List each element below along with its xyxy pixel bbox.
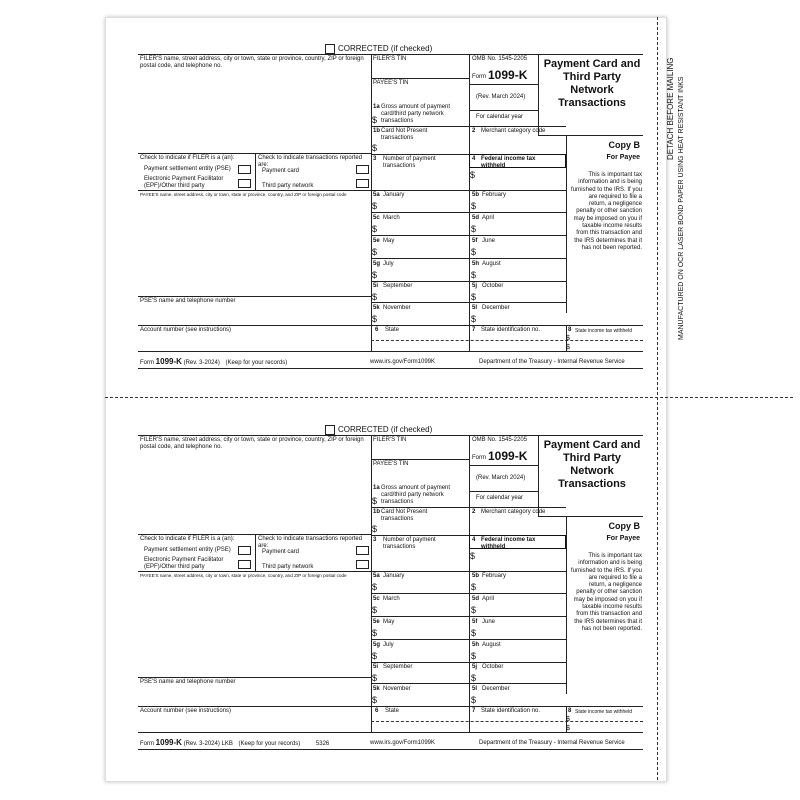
form-title: Payment Card and Third Party Network Transactions	[543, 58, 641, 109]
footer-keep: (Keep for your records)	[225, 360, 288, 366]
rule	[371, 639, 566, 640]
month-box-number: 5k	[373, 305, 380, 311]
payment-card-checkbox[interactable]	[356, 165, 369, 174]
pse-name-label: PSE'S name and telephone number	[140, 679, 236, 685]
month-box-label: July	[383, 261, 394, 267]
month-box-label: April	[482, 596, 495, 602]
rule	[371, 616, 566, 617]
month-box-label: September	[383, 283, 413, 289]
footer-form-word: Form	[140, 741, 154, 747]
month-box-dollar: $	[471, 651, 477, 661]
revision: (Rev. March 2024)	[476, 475, 526, 481]
rule	[469, 435, 470, 732]
box-1a-label: Gross amount of payment card/third party network transactions	[381, 485, 451, 505]
month-box-label: July	[383, 642, 394, 648]
box-1a-dollar: $	[372, 496, 378, 506]
box-7-num: 7	[472, 708, 476, 714]
check-trans-label: Check to indicate transactions reported are:	[258, 536, 363, 549]
month-box-number: 5i	[373, 283, 379, 289]
corrected-checkbox[interactable]	[325, 425, 335, 435]
month-box-dollar: $	[471, 292, 477, 302]
month-box-dollar: $	[471, 673, 477, 683]
notice-text: This is important tax information and is being furnished to the IRS. If you are required to file a return, a negligence penalty or other sanction may be imposed on you if taxable income results from this transaction and the IRS determines that it has not been reported.	[570, 172, 642, 251]
month-box-dollar: $	[372, 605, 378, 615]
box-1b-dollar: $	[372, 524, 378, 534]
form-1099k-copy	[138, 425, 643, 750]
check-trans-label: Check to indicate transactions reported are:	[258, 155, 363, 168]
month-box-dollar: $	[471, 201, 477, 211]
month-box-dollar: $	[372, 314, 378, 324]
payee-tin-label: PAYEE'S TIN	[373, 80, 409, 86]
box-1b-label: Card Not Present transactions	[381, 128, 428, 141]
month-box-number: 5a	[373, 192, 380, 198]
rule	[138, 368, 643, 369]
omb-number: OMB No. 1545-2205	[472, 56, 528, 62]
month-box-dollar: $	[471, 582, 477, 592]
footer-revision: (Rev. 3-2024)	[183, 360, 220, 366]
month-box-dollar: $	[372, 673, 378, 683]
month-box-dollar: $	[471, 247, 477, 257]
month-box-number: 5k	[373, 686, 380, 692]
payee-tin-label: PAYEE'S TIN	[373, 461, 409, 467]
box-2-label: Merchant category code	[481, 509, 546, 515]
box-3-label: Number of payment transactions	[383, 156, 436, 169]
month-box-label: November	[383, 305, 411, 311]
rule	[538, 54, 539, 135]
month-box-number: 5e	[373, 238, 380, 244]
box-3-label: Number of payment transactions	[383, 537, 436, 550]
rule	[138, 190, 371, 191]
copy-label: Copy B	[608, 521, 640, 531]
account-label: Account number (see instructions)	[140, 708, 232, 714]
footer-url: www.irs.gov/Form1099K	[370, 740, 436, 746]
box-1a-label: Gross amount of payment card/third party network transactions	[381, 104, 451, 124]
month-box-label: May	[383, 619, 395, 625]
box-1a-dollar: $	[372, 115, 378, 125]
month-box-label: January	[383, 573, 405, 579]
footer-revision: (Rev. 3-2024)	[183, 741, 220, 747]
rule	[138, 435, 643, 436]
form-number: 1099-K	[488, 449, 528, 463]
month-box-label: September	[383, 664, 413, 670]
month-box-number: 5c	[373, 596, 380, 602]
month-box-number: 5h	[472, 642, 480, 648]
copy-label: Copy B	[608, 140, 640, 150]
month-box-label: January	[383, 192, 405, 198]
rule	[138, 571, 371, 572]
epf-checkbox[interactable]	[238, 179, 251, 188]
check-filer-label: Check to indicate if FILER is a (an):	[140, 536, 235, 542]
month-box-label: June	[482, 619, 496, 625]
rule	[371, 683, 566, 684]
form-title: Payment Card and Third Party Network Transactions	[543, 439, 641, 490]
rule	[371, 126, 566, 127]
month-box-label: April	[482, 215, 495, 221]
rule	[371, 662, 566, 663]
box-6-num: 6	[375, 327, 379, 333]
footer-form-word: Form	[140, 360, 154, 366]
filer-tin-label: FILER'S TIN	[373, 437, 407, 443]
rule	[371, 78, 469, 79]
corrected-checkbox[interactable]	[325, 44, 335, 54]
month-box-number: 5d	[472, 215, 480, 221]
month-box-number: 5b	[472, 192, 480, 198]
rule	[566, 516, 567, 694]
third-party-checkbox[interactable]	[356, 179, 369, 188]
form-1099k-copy	[138, 44, 643, 369]
payment-card-label: Payment card	[262, 168, 300, 174]
month-box-label: March	[383, 596, 400, 602]
month-box-dollar: $	[372, 292, 378, 302]
box-8-dollar-1: $	[566, 716, 570, 723]
month-box-dollar: $	[471, 628, 477, 638]
rule	[371, 302, 566, 303]
rule	[469, 110, 538, 111]
form-number: 1099-K	[488, 68, 528, 82]
rule	[538, 516, 643, 517]
box-6-num: 6	[375, 708, 379, 714]
month-box-label: December	[482, 305, 510, 311]
month-box-number: 5j	[472, 283, 478, 289]
rule	[138, 749, 643, 750]
check-filer-label: Check to indicate if FILER is a (an):	[140, 155, 235, 161]
rule	[469, 84, 538, 85]
month-box-dollar: $	[471, 605, 477, 615]
footer-url: www.irs.gov/Form1099K	[370, 359, 436, 365]
notice-text: This is important tax information and is being furnished to the IRS. If you are required to file a return, a negligence penalty or other sanction may be imposed on you if taxable income results from this transaction and the IRS determines that it has not been reported.	[570, 553, 642, 632]
rule	[538, 135, 643, 136]
month-box-label: November	[383, 686, 411, 692]
account-label: Account number (see instructions)	[140, 327, 232, 333]
rule	[538, 435, 539, 516]
side-text-detach: DETACH BEFORE MAILING	[666, 57, 675, 160]
rule	[371, 325, 643, 326]
box-2-num: 2	[472, 128, 476, 134]
box-6-label: State	[385, 327, 400, 333]
month-box-label: August	[482, 261, 501, 267]
box-4-dollar: $	[470, 170, 476, 180]
state-dash	[371, 340, 643, 341]
rule	[469, 491, 538, 492]
box-4-dollar: $	[470, 551, 476, 561]
footer-stock: 5326	[315, 741, 330, 747]
epf-label: Electronic Payment Facilitator (EPF)/Other third party	[144, 557, 224, 570]
box-8-label: State income tax withheld	[575, 709, 632, 715]
calendar-year: For calendar year	[476, 495, 524, 501]
footer-form-number: 1099-K	[155, 357, 182, 366]
third-party-label: Third party network	[262, 564, 314, 570]
box-8-label: State income tax withheld	[575, 328, 632, 334]
box-4-num: 4	[472, 537, 476, 543]
rule	[566, 135, 567, 313]
month-box-number: 5j	[472, 664, 478, 670]
month-box-number: 5f	[472, 238, 478, 244]
calendar-year: For calendar year	[476, 114, 524, 120]
payment-card-label: Payment card	[262, 549, 300, 555]
epf-label: Electronic Payment Facilitator (EPF)/Other third party	[144, 176, 224, 189]
rule	[138, 54, 643, 55]
footer-form	[140, 358, 301, 367]
month-box-label: February	[482, 192, 507, 198]
payee-name-label: PAYEE'S name, street address, city or town, state or province, country, and ZIP or foreign postal code	[140, 573, 347, 578]
month-box-dollar: $	[372, 247, 378, 257]
rule	[371, 212, 566, 213]
third-party-checkbox[interactable]	[356, 560, 369, 569]
pse-name-label: PSE'S name and telephone number	[140, 298, 236, 304]
box-1b-label: Card Not Present transactions	[381, 509, 428, 522]
month-box-label: October	[482, 664, 504, 670]
month-box-label: August	[482, 642, 501, 648]
month-box-number: 5f	[472, 619, 478, 625]
detach-line-horizontal	[105, 397, 793, 398]
month-box-label: March	[383, 215, 400, 221]
month-box-label: May	[383, 238, 395, 244]
rule	[138, 677, 371, 678]
month-box-label: October	[482, 283, 504, 289]
rule	[469, 465, 538, 466]
filer-tin-label: FILER'S TIN	[373, 56, 407, 62]
box-3-num: 3	[373, 537, 377, 543]
month-box-number: 5e	[373, 619, 380, 625]
box-3-num: 3	[373, 156, 377, 162]
corrected-label: CORRECTED (if checked)	[338, 425, 433, 434]
pse-checkbox[interactable]	[238, 165, 251, 174]
rule	[255, 153, 256, 190]
footer-dept: Department of the Treasury - Internal Revenue Service	[479, 740, 625, 746]
third-party-label: Third party network	[262, 183, 314, 189]
pse-label: Payment settlement entity (PSE)	[144, 547, 231, 553]
box-1b-num: 1b	[373, 509, 381, 515]
box-2-label: Merchant category code	[481, 128, 546, 134]
state-dash	[371, 721, 643, 722]
form-word: Form	[472, 455, 486, 461]
footer-form-number: 1099-K	[155, 738, 182, 747]
box-8-dollar-2: $	[566, 725, 570, 732]
month-box-number: 5i	[373, 664, 379, 670]
box-2-num: 2	[472, 509, 476, 515]
month-box-dollar: $	[372, 201, 378, 211]
revision: (Rev. March 2024)	[476, 94, 526, 100]
footer-keep: (Keep for your records)	[238, 741, 301, 747]
rule	[371, 281, 566, 282]
month-box-label: June	[482, 238, 496, 244]
month-box-label: February	[482, 573, 507, 579]
detach-line-vertical	[657, 17, 658, 780]
rule	[371, 593, 566, 594]
month-box-dollar: $	[372, 224, 378, 234]
rule	[255, 534, 256, 571]
box-7-label: State identification no.	[481, 708, 541, 714]
rule	[371, 507, 566, 508]
box-6-label: State	[385, 708, 400, 714]
epf-checkbox[interactable]	[238, 560, 251, 569]
month-box-dollar: $	[372, 651, 378, 661]
box-8-dollar-2: $	[566, 344, 570, 351]
footer-form	[140, 739, 329, 748]
month-box-dollar: $	[471, 224, 477, 234]
box-8-num: 8	[568, 327, 572, 333]
rule	[371, 571, 566, 572]
filer-name-label: FILER'S name, street address, city or town, state or province, country, ZIP or foreign postal code, and telephone no.	[140, 437, 364, 450]
rule	[371, 459, 469, 460]
month-box-label: December	[482, 686, 510, 692]
rule	[469, 54, 470, 351]
month-box-number: 5c	[373, 215, 380, 221]
month-box-number: 5g	[373, 261, 381, 267]
box-7-num: 7	[472, 327, 476, 333]
month-box-number: 5h	[472, 261, 480, 267]
pse-label: Payment settlement entity (PSE)	[144, 166, 231, 172]
month-box-number: 5a	[373, 573, 380, 579]
box-4-num: 4	[472, 156, 476, 162]
month-box-dollar: $	[372, 628, 378, 638]
rule	[371, 706, 643, 707]
footer-dept: Department of the Treasury - Internal Revenue Service	[479, 359, 625, 365]
pse-checkbox[interactable]	[238, 546, 251, 555]
rule	[371, 258, 566, 259]
box-1b-num: 1b	[373, 128, 381, 134]
month-box-dollar: $	[372, 582, 378, 592]
month-box-dollar: $	[471, 314, 477, 324]
box-1b-dollar: $	[372, 143, 378, 153]
rule	[371, 235, 566, 236]
for-payee-label: For Payee	[606, 154, 640, 161]
side-text-manufactured: MANUFACTURED ON OCR LASER BOND PAPER USING HEAT RESISTANT INKS	[678, 76, 685, 340]
form-word: Form	[472, 74, 486, 80]
month-box-dollar: $	[372, 695, 378, 705]
month-box-dollar: $	[372, 270, 378, 280]
month-box-number: 5b	[472, 573, 480, 579]
payee-name-label: PAYEE'S name, street address, city or town, state or province, country, and ZIP or foreign postal code	[140, 192, 347, 197]
rule	[138, 296, 371, 297]
footer-code: LKB	[221, 741, 233, 747]
month-box-number: 5l	[472, 305, 478, 311]
for-payee-label: For Payee	[606, 535, 640, 542]
filer-name-label: FILER'S name, street address, city or town, state or province, country, ZIP or foreign postal code, and telephone no.	[140, 56, 364, 69]
rule	[138, 706, 371, 707]
corrected-label: CORRECTED (if checked)	[338, 44, 433, 53]
rule	[371, 190, 566, 191]
box-7-label: State identification no.	[481, 327, 541, 333]
box-4-label: Federal income tax withheld	[481, 156, 536, 169]
box-1a-num: 1a	[373, 104, 380, 110]
box-8-dollar-1: $	[566, 335, 570, 342]
month-box-number: 5d	[472, 596, 480, 602]
month-box-number: 5g	[373, 642, 381, 648]
rule	[138, 325, 371, 326]
month-box-dollar: $	[471, 695, 477, 705]
box-4-label: Federal income tax withheld	[481, 537, 536, 550]
box-8-num: 8	[568, 708, 572, 714]
month-box-dollar: $	[471, 270, 477, 280]
box-1a-num: 1a	[373, 485, 380, 491]
omb-number: OMB No. 1545-2205	[472, 437, 528, 443]
month-box-number: 5l	[472, 686, 478, 692]
payment-card-checkbox[interactable]	[356, 546, 369, 555]
